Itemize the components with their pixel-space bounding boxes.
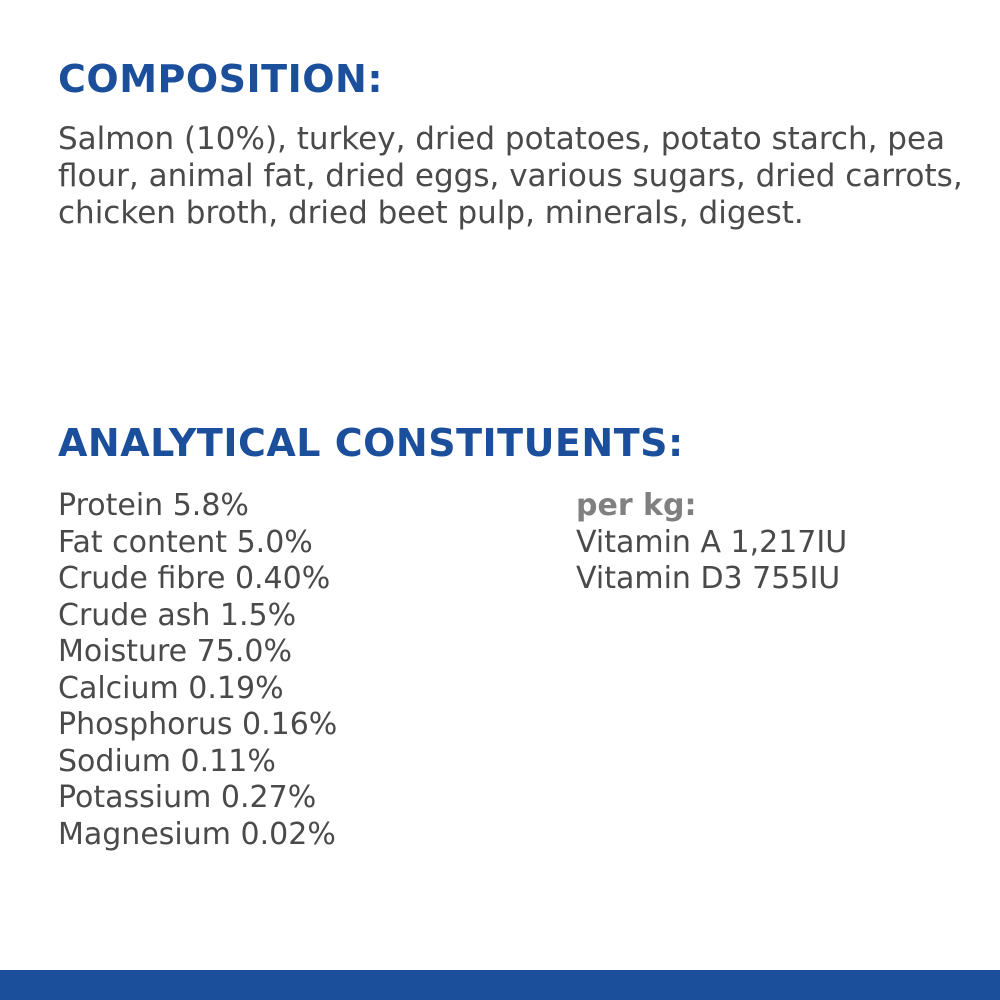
constituent-item: Protein 5.8% <box>58 488 249 523</box>
constituents-list <box>58 488 337 853</box>
constituent-item: Calcium 0.19% <box>58 670 284 706</box>
composition-heading: COMPOSITION: <box>58 57 384 101</box>
per-kg-label: per kg: <box>576 488 697 523</box>
composition-text: Salmon (10%), turkey, dried potatoes, potato starch, pea flour, animal fat, dried eggs, various sugars, dried carrots, chicken broth, dried beet pulp, minerals, digest. <box>58 121 963 231</box>
per-kg-list <box>576 488 847 598</box>
constituent-item: Phosphorus 0.16% <box>58 707 338 742</box>
constituent-item: Potassium 0.27% <box>58 780 317 815</box>
constituent-item: Crude ash 1.5% <box>58 597 297 633</box>
vitamin-item: Vitamin A 1,217IU <box>576 524 848 560</box>
constituent-item: Crude fibre 0.40% <box>58 561 331 596</box>
constituent-item: Fat content 5.0% <box>58 524 313 560</box>
constituent-item: Moisture 75.0% <box>58 634 292 669</box>
constituent-item: Sodium 0.11% <box>58 743 276 779</box>
bottom-color-band <box>0 970 1000 1000</box>
constituent-item: Magnesium 0.02% <box>58 816 336 852</box>
analytical-constituents-heading: ANALYTICAL CONSTITUENTS: <box>58 421 684 465</box>
vitamin-item: Vitamin D3 755IU <box>576 561 841 596</box>
